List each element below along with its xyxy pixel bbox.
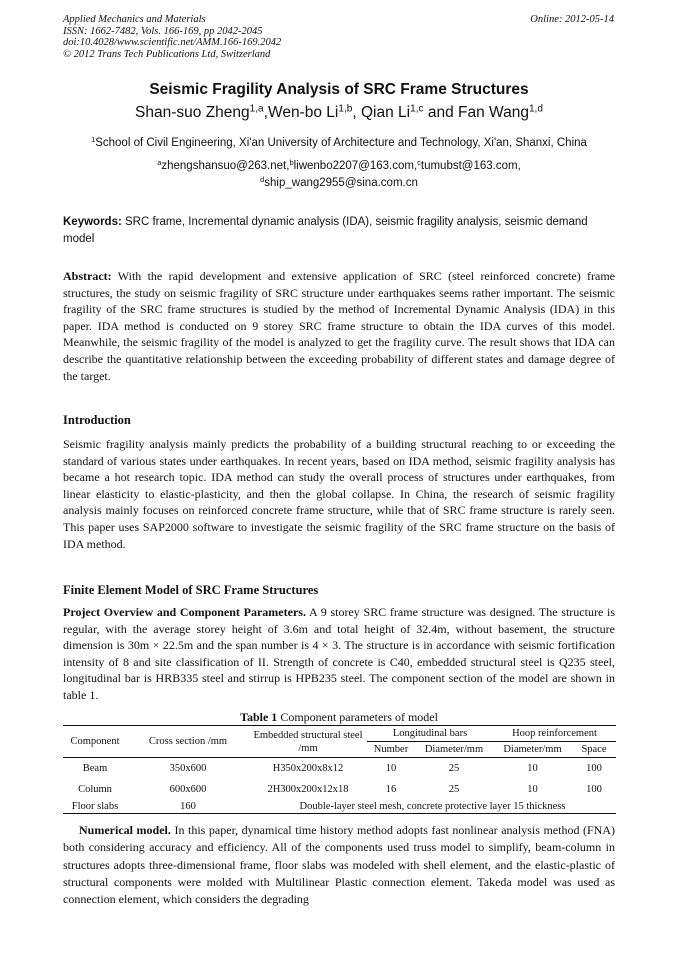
keywords-text: SRC frame, Incremental dynamic analysis (IDA), seismic fragility analysis, seismic demand model [63, 216, 591, 245]
col-header-number: Number [367, 742, 415, 758]
cell-number: 16 [385, 784, 397, 795]
table-caption-label: Table 1 [240, 710, 278, 724]
email-list [0, 158, 678, 192]
author-sep: and [423, 104, 459, 121]
table-row [63, 758, 616, 780]
running-header [63, 14, 281, 60]
issn-line: ISSN: 1662-7482, Vols. 166-169, pp 2042-2045 [63, 25, 263, 37]
abstract-label: Abstract: [63, 269, 112, 283]
project-overview-text: A 9 storey SRC frame structure was designed. The structure is regular, with the average storey height of 3.6m and total height of 32.4m, without basement, the structure dimension is 30m × 22.5m and the span number is 4 × 3. The structure is in accordance with seismic fortification intensity of 8 and site classification of II. Strength of concrete is C40, embedded structural steel is Q235 steel, longitudinal bar is HRB335 steel and stirrup is HPB235 steel. The component section of the model are shown in table 1. [63, 605, 618, 702]
numerical-model [63, 822, 619, 908]
author-sep: , [263, 104, 268, 121]
introduction-text: Seismic fragility analysis mainly predicts the probability of a building structural reaching to or exceeding the standard of various states under earthquakes. In recent years, based on IDA method, seismic fragility analysis has became a hot research topic. IDA method can study the overall process of structures under earthquakes, from linear elasticity to elastic-plasticity, and then the global collapse. In China, the research of seismic fragility analysis mainly focuses on reinforced concrete frame structure, while that of SRC frame structure is rarely seen. This paper uses SAP2000 software to investigate the seismic fragility of the SRC frame structure on the basis of IDA method. [63, 437, 615, 551]
doi-line: doi:10.4028/www.scientific.net/AMM.166-169.2042 [63, 37, 282, 48]
project-overview [63, 604, 618, 704]
cell-space: 100 [586, 784, 602, 795]
author-list [0, 104, 678, 122]
col-header-diameter: Diameter/mm [415, 742, 493, 758]
cell-cross-section: 160 [127, 800, 249, 814]
table-row [63, 800, 616, 814]
author-name: Fan Wang [458, 104, 529, 121]
cell-component: Floor slabs [63, 800, 127, 814]
cell-hoop-diameter: 10 [527, 763, 538, 775]
author-sup: 1,a [249, 103, 264, 115]
cell-diameter: 25 [448, 784, 460, 795]
author-sup: 1,c [410, 103, 424, 115]
author-name: Shan-suo Zheng [135, 104, 250, 121]
cell-cross-section: 600x600 [169, 784, 207, 795]
col-header-cross-section: Cross section /mm [127, 726, 249, 758]
table-caption [0, 710, 678, 725]
cell-component: Column [78, 784, 112, 795]
cell-steel: H350x200x8x12 [272, 763, 344, 775]
cell-cross-section: 350x600 [169, 763, 207, 775]
cell-floor-note: Double-layer steel mesh, concrete protective layer 15 thickness [249, 800, 616, 814]
keywords-label: Keywords: [63, 216, 122, 228]
affiliation-text: School of Civil Engineering, Xi'an University of Architecture and Technology, Xi'an, Shanxi, China [95, 137, 587, 149]
table-caption-text: Component parameters of model [277, 710, 438, 724]
fem-heading: Finite Element Model of SRC Frame Structures [63, 583, 319, 597]
email-link[interactable]: zhengshansuo@263.net, [161, 160, 290, 172]
col-header-hoop-diameter: Diameter/mm [493, 742, 572, 758]
abstract-text: With the rapid development and extensive application of SRC (steel reinforced concrete) frame structures, the study on seismic fragility of SRC structure under earthquakes seems rather important. The seismic fragility of the SRC frame structures is studied by the method of Incremental Dynamic Analysis (IDA) in this paper. IDA method is conducted on 9 storey SRC frame structure to obtain the IDA curves of this model. Meanwhile, the seismic fragility of the model is analyzed to get the fragility curve. The result shows that IDA can describe the quantitative relationship between the exceeding probability of different states and damage degree of the target. [63, 269, 618, 383]
online-date: Online: 2012-05-14 [530, 14, 614, 25]
project-overview-label: Project Overview and Component Parameters. [63, 605, 306, 619]
cell-hoop-diameter: 10 [527, 784, 538, 795]
abstract [63, 268, 618, 384]
component-table [63, 725, 616, 814]
col-header-embedded-steel: Embedded structural steel /mm [249, 726, 367, 758]
copyright-line: © 2012 Trans Tech Publications Ltd, Switzerland [63, 48, 271, 60]
col-header-hoop: Hoop reinforcement [493, 726, 616, 742]
author-sep: , [352, 104, 361, 121]
email-sup: a [157, 157, 162, 167]
journal-name: Applied Mechanics and Materials [63, 14, 206, 25]
email-sup: c [417, 157, 421, 167]
author-name: Qian Li [360, 104, 411, 121]
numerical-model-text: In this paper, dynamical time history method adopts fast nonlinear analysis method (FNA) both considering accuracy and efficiency. All of the components used truss model to simplify, beam-column in structures adopts three-dimensional frame, floor slabs was modeled with shell element, and the elastic-plastic of structural components were molded with Multilinear Plastic connection element. Takeda model was used as connection element, which considers the degrading [63, 823, 619, 907]
email-link[interactable]: ship_wang2955@sina.com.cn [264, 177, 418, 189]
email-sup: b [289, 157, 294, 167]
affiliation [0, 134, 678, 149]
col-header-space: Space [572, 742, 616, 758]
cell-diameter: 25 [448, 763, 460, 775]
cell-component: Beam [82, 763, 108, 775]
col-header-component: Component [63, 726, 127, 758]
author-sup: 1,d [528, 103, 543, 115]
cell-steel: 2H300x200x12x18 [267, 784, 349, 795]
email-sup: d [260, 174, 265, 184]
introduction-heading: Introduction [63, 413, 131, 427]
cell-number: 10 [385, 763, 397, 775]
email-link[interactable]: tumubst@163.com, [420, 160, 521, 172]
author-sup: 1,b [338, 103, 353, 115]
cell-space: 100 [586, 763, 602, 775]
email-link[interactable]: liwenbo2207@163.com, [293, 160, 418, 172]
affiliation-sup: 1 [91, 134, 96, 144]
author-name: Wen-bo Li [267, 104, 339, 121]
keywords [63, 214, 615, 248]
numerical-model-label: Numerical model. [79, 823, 171, 837]
col-header-longitudinal: Longitudinal bars [367, 726, 493, 742]
table-row [63, 780, 616, 800]
paper-title: Seismic Fragility Analysis of SRC Frame Structures [149, 81, 529, 98]
